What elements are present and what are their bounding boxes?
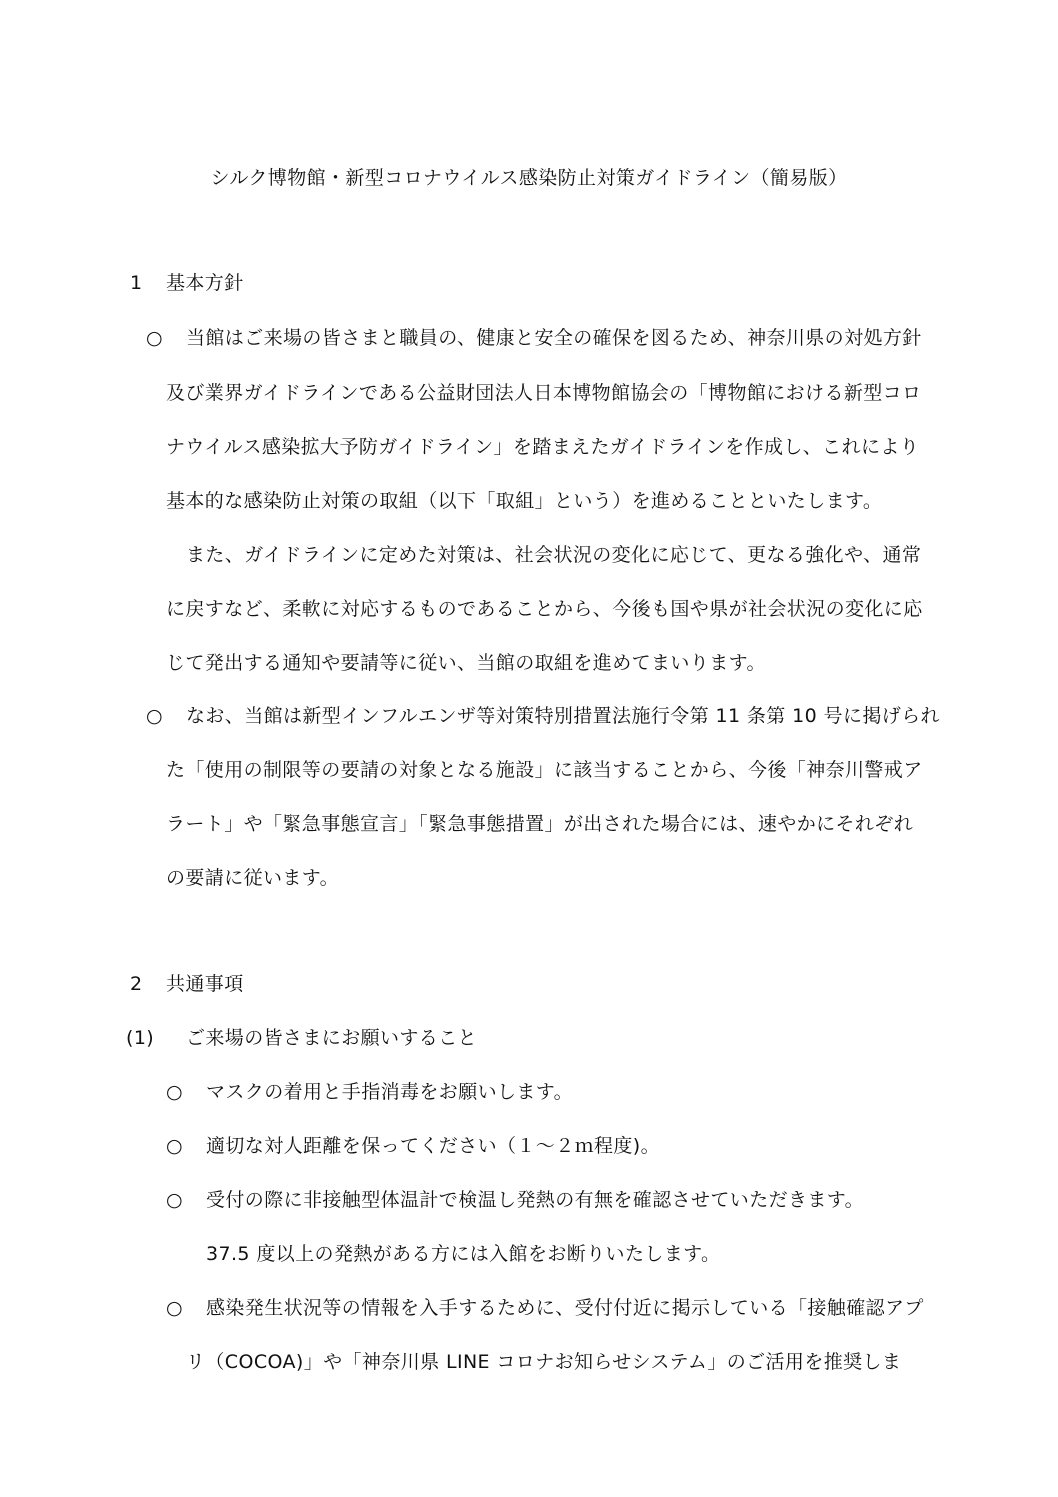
list-item: 感染発生状況等の情報を入手するために、受付付近に掲示している「接触確認アプ xyxy=(206,1297,924,1319)
paragraph-line: の要請に従います。 xyxy=(166,867,340,889)
paragraph-line: また、ガイドラインに定めた対策は、社会状況の変化に応じて、更なる強化や、通常 xyxy=(186,544,922,566)
subsection-number: (1) xyxy=(126,1027,155,1049)
section-2-heading xyxy=(130,972,244,996)
paragraph-line: ラート」や「緊急事態宣言」「緊急事態措置」が出された場合には、速やかにそれぞれ xyxy=(166,813,914,835)
page-title: シルク博物館・新型コロナウイルス感染防止対策ガイドライン（簡易版） xyxy=(210,167,848,189)
paragraph-line: 基本的な感染防止対策の取組（以下「取組」という）を進めることといたします。 xyxy=(166,490,883,512)
subsection-heading xyxy=(126,1026,477,1050)
list-item: リ（COCOA)」や「神奈川県 LINE コロナお知らせシステム」のご活用を推奨しま xyxy=(186,1351,902,1373)
list-item: 適切な対人距離を保ってください（１～２ｍ程度)。 xyxy=(206,1135,661,1157)
bullet-marker: ○ xyxy=(146,327,163,349)
section-2-title: 共通事項 xyxy=(166,973,244,995)
paragraph-line: に戻すなど、柔軟に対応するものであることから、今後も国や県が社会状況の変化に応 xyxy=(166,598,923,620)
bullet-marker: ○ xyxy=(166,1189,183,1211)
paragraph-line: ナウイルス感染拡大予防ガイドライン」を踏まえたガイドラインを作成し、これにより xyxy=(166,436,920,458)
paragraph-line: 当館はご来場の皆さまと職員の、健康と安全の確保を図るため、神奈川県の対処方針 xyxy=(186,327,922,349)
section-1-number: 1 xyxy=(130,272,143,294)
subsection-title: ご来場の皆さまにお願いすること xyxy=(186,1027,478,1049)
list-item: 37.5 度以上の発熱がある方には入館をお断りいたします。 xyxy=(206,1243,721,1265)
paragraph-line: なお、当館は新型インフルエンザ等対策特別措置法施行令第 11 条第 10 号に掲げられ xyxy=(186,705,940,727)
paragraph-line: 及び業界ガイドラインである公益財団法人日本博物館協会の「博物館における新型コロ xyxy=(166,382,922,404)
paragraph-line: じて発出する通知や要請等に従い、当館の取組を進めてまいります。 xyxy=(166,652,766,674)
bullet-marker: ○ xyxy=(166,1135,183,1157)
section-1-heading xyxy=(130,271,244,295)
list-item: 受付の際に非接触型体温計で検温し発熱の有無を確認させていただきます。 xyxy=(206,1189,865,1211)
list-item: マスクの着用と手指消毒をお願いします。 xyxy=(206,1081,574,1103)
bullet-marker: ○ xyxy=(166,1081,183,1103)
section-2-number: 2 xyxy=(130,973,143,995)
section-1-title: 基本方針 xyxy=(166,272,244,294)
bullet-marker: ○ xyxy=(166,1297,183,1319)
bullet-marker: ○ xyxy=(146,705,163,727)
paragraph-line: た「使用の制限等の要請の対象となる施設」に該当することから、今後「神奈川警戒ア xyxy=(166,759,923,781)
